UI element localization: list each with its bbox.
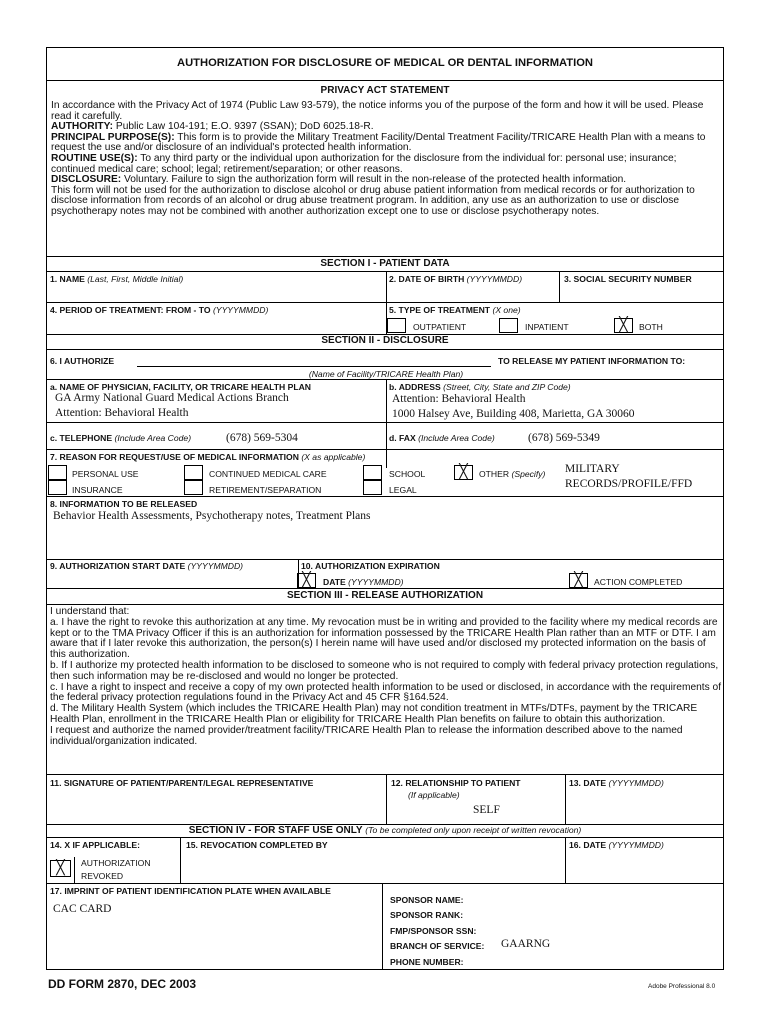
expiration-date-checkbox[interactable]: ╳ [297,573,316,588]
authorize-label: 6. I AUTHORIZE [50,356,115,366]
divider [47,559,723,560]
fax-hint: (Include Area Code) [418,433,495,443]
routine-text: To any third party or the individual upon authorization for the disclosure from the individual for: personal use; insurance; continued medical care; school; legal; retirement/separation; or other reasons. [51,152,677,175]
revocation-label: 15. REVOCATION COMPLETED BY [186,840,328,850]
address-label [389,382,571,392]
release-paragraph: I understand that: [50,606,130,617]
divider [386,379,387,468]
legal-label: LEGAL [389,485,417,495]
routine-label: ROUTINE USE(S): [51,152,138,164]
name-hint: (Last, First, Middle Initial) [87,274,184,284]
outpatient-label: OUTPATIENT [413,322,467,332]
divider [47,302,723,303]
name-label-text: 1. NAME [50,274,85,284]
period-hint: (YYYYMMDD) [212,305,269,315]
reason-label-text: 7. REASON FOR REQUEST/USE OF MEDICAL INFORMATION [50,452,299,462]
period-label-text: 4. PERIOD OF TREATMENT: FROM - TO [50,305,211,315]
expiration-label: 10. AUTHORIZATION EXPIRATION [301,561,440,571]
divider [47,80,723,81]
branch-label: BRANCH OF SERVICE: [390,941,485,951]
info-value[interactable]: Behavior Health Assessments, Psychotherapy notes, Treatment Plans [53,510,371,522]
divider [47,256,723,257]
outpatient-checkbox[interactable] [387,318,406,333]
insurance-label: INSURANCE [72,485,123,495]
fax-label [389,433,495,443]
privacy-purpose [51,133,719,154]
divider [47,604,723,605]
purpose-text: This form is to provide the Military Treatment Facility/Dental Treatment Facility/TRICARE Health Plan with a means to request the use and/or disclosure of an individual's protected health information. [51,131,706,154]
dob-hint: (YYYYMMDD) [466,274,523,284]
revoked-label-line2: REVOKED [81,871,124,881]
divider [565,837,566,883]
period-label [50,305,268,315]
purpose-label: PRINCIPAL PURPOSE(S): [51,131,175,143]
medical-disclosure-form [46,47,724,970]
authority-text: Public Law 104-191; E.O. 9397 (SSAN); DoD 6025.18-R. [113,121,374,133]
address-hint: (Street, City, State and ZIP Code) [443,382,571,392]
address-value-line1[interactable]: Attention: Behavioral Health [392,393,526,405]
privacy-routine [51,154,719,175]
reason-hint: (X as applicable) [301,452,366,462]
divider [386,271,387,302]
other-label [479,469,545,479]
section4-heading-text: SECTION IV - FOR STAFF USE ONLY [188,825,363,836]
other-checkbox[interactable]: ╳ [454,465,473,480]
form-id: DD FORM 2870, DEC 2003 [48,977,197,991]
phone-hint: (Include Area Code) [114,433,192,443]
dob-label-text: 2. DATE OF BIRTH [389,274,465,284]
divider [47,883,723,884]
both-checkbox[interactable]: ╳ [614,318,633,333]
facility-name-line[interactable] [137,366,491,367]
other-value-line1[interactable]: MILITARY [565,463,620,475]
divider [47,422,723,423]
relationship-value[interactable]: SELF [473,804,500,816]
authority-label: AUTHORITY: [51,121,114,133]
section3-heading: SECTION III - RELEASE AUTHORIZATION [286,590,484,601]
fax-value[interactable]: (678) 569-5349 [528,432,600,444]
authorization-revoked-checkbox[interactable]: ╳ [50,860,71,877]
release-paragraph: d. The Military Health System (which includes the TRICARE Health Plan) may not condition treatment in MTFs/DTFs, payment by the TRICARE Health Plan, enrollment in the TRICARE Health Plan or eligibility for TRICARE Health Plan benefits on failure to obtain this authorization. [50,703,698,725]
other-value-line2[interactable]: RECORDS/PROFILE/FFD [565,478,693,490]
section4-heading [47,824,723,837]
disclosure-text: Voluntary. Failure to sign the authorization form will result in the non-release of the protected health information. [121,174,627,186]
continued-care-label: CONTINUED MEDICAL CARE [209,469,327,479]
expiration-date-hint: (YYYYMMDD) [348,577,404,587]
facility-caption: (Name of Facility/TRICARE Health Plan) [308,369,464,379]
address-label-text: b. ADDRESS [389,382,441,392]
release-authorization-text [50,607,722,747]
start-date-label-text: 9. AUTHORIZATION START DATE [50,561,186,571]
divider [47,349,723,350]
name-label [50,274,183,284]
relationship-hint: (If applicable) [408,790,460,800]
inpatient-checkbox[interactable] [499,318,518,333]
action-completed-label: ACTION COMPLETED [594,577,683,587]
sponsor-name-label: SPONSOR NAME: [390,895,464,905]
branch-value[interactable]: GAARNG [501,938,551,950]
revoked-label-line1: AUTHORIZATION [81,858,151,868]
divider [565,774,566,824]
section4-heading-hint: (To be completed only upon receipt of written revocation) [365,825,582,835]
phone-value[interactable]: (678) 569-5304 [226,432,298,444]
divider [74,857,75,883]
dob-label [389,274,522,284]
personal-use-label: PERSONAL USE [72,469,139,479]
privacy-intro: In accordance with the Privacy Act of 1974 (Public Law 93-579), the notice informs you of the purpose of the form and how it will be used. Please read it carefully. [51,100,704,122]
disclosure-label: DISCLOSURE: [51,174,122,186]
sponsor-rank-label: SPONSOR RANK: [390,910,464,920]
software-note: Adobe Professional 8.0 [648,983,716,990]
fax-label-text: d. FAX [389,433,416,443]
signature-date-hint: (YYYYMMDD) [608,778,664,788]
release-label: TO RELEASE MY PATIENT INFORMATION TO: [498,356,686,366]
ssn-label: 3. SOCIAL SECURITY NUMBER [564,274,692,284]
release-paragraph: a. I have the right to revoke this authorization at any time. My revocation must be in writing and provided to the facility where my medical records are kept or to the TMA Privacy Officer if this is an authorization for information possessed by the TRICARE Health Plan rather than an MTF or DTF. I am aware that if I later revoke this authorization, the person(s) I herein name will have used and/or disclosed my protected information on the basis of this authorization. [50,616,718,661]
phone-label-text: c. TELEPHONE [50,433,113,443]
divider [47,496,723,497]
legal-checkbox[interactable] [363,480,382,495]
revocation-date-label [569,840,664,850]
start-date-label [50,561,243,571]
privacy-closing: This form will not be used for the authorization to disclose alcohol or drug abuse patient information from medical records or for authorization to disclose information from records of an alcohol or drug abuse treatment program. In addition, any use as an authorization to use or disclose psychotherapy notes may not be combined with another authorization except one to use or disclose psychotherapy notes. [51,184,695,217]
school-checkbox[interactable] [363,465,382,480]
divider [47,379,723,380]
imprint-value[interactable]: CAC CARD [53,903,112,915]
revocation-date-label-text: 16. DATE [569,840,607,850]
release-paragraph: c. I have a right to inspect and receive a copy of my own protected health information to be used or disclosed, in accordance with the requirements of the federal privacy protection regulations found in the Privacy Act and 45 CFR §164.524. [50,681,722,704]
inpatient-label: INPATIENT [525,322,569,332]
type-hint: (X one) [492,305,521,315]
x-applicable-label: 14. X IF APPLICABLE: [50,840,140,850]
divider [559,271,560,302]
divider [180,837,181,883]
expiration-date-label [323,577,404,587]
both-label: BOTH [639,322,663,332]
release-paragraph: I request and authorize the named provider/treatment facility/TRICARE Health Plan to release the information described above to the named individual/organization indicated. [50,724,683,747]
divider [386,774,387,824]
divider [47,449,723,450]
expiration-date-label-text: DATE [323,577,346,587]
reason-label [50,452,365,462]
start-date-hint: (YYYYMMDD) [187,561,244,571]
physician-label: a. NAME OF PHYSICIAN, FACILITY, OR TRICARE HEALTH PLAN [50,382,312,392]
continued-care-checkbox[interactable] [184,465,203,480]
form-title: AUTHORIZATION FOR DISCLOSURE OF MEDICAL OR DENTAL INFORMATION [177,57,593,69]
other-hint: (Specify) [511,469,546,479]
signature-date-label [569,778,664,788]
address-value-line2[interactable]: 1000 Halsey Ave, Building 408, Marietta, GA 30060 [392,408,635,420]
type-label [389,305,521,315]
revocation-date-hint: (YYYYMMDD) [608,840,664,850]
signature-date-label-text: 13. DATE [569,778,607,788]
action-completed-checkbox[interactable]: ╳ [569,573,588,588]
divider [47,837,723,838]
school-label: SCHOOL [389,469,426,479]
privacy-statement [51,101,719,218]
physician-value-line2[interactable]: Attention: Behavioral Health [55,407,189,419]
section1-heading: SECTION I - PATIENT DATA [320,258,450,269]
personal-use-checkbox[interactable] [48,465,67,480]
info-label: 8. INFORMATION TO BE RELEASED [50,499,198,509]
phone-label [50,433,191,443]
phone-number-label: PHONE NUMBER: [390,957,464,967]
divider [47,774,723,775]
signature-label: 11. SIGNATURE OF PATIENT/PARENT/LEGAL REPRESENTATIVE [50,778,314,788]
relationship-label: 12. RELATIONSHIP TO PATIENT [391,778,521,788]
insurance-checkbox[interactable] [48,480,67,495]
type-label-text: 5. TYPE OF TREATMENT [389,305,491,315]
imprint-label: 17. IMPRINT OF PATIENT IDENTIFICATION PLATE WHEN AVAILABLE [50,886,331,896]
fmp-ssn-label: FMP/SPONSOR SSN: [390,926,477,936]
retirement-checkbox[interactable] [184,480,203,495]
physician-value-line1[interactable]: GA Army National Guard Medical Actions Branch [55,392,289,404]
privacy-heading: PRIVACY ACT STATEMENT [320,85,450,96]
divider [382,883,383,970]
divider [47,588,723,589]
divider [47,271,723,272]
release-paragraph: b. If I authorize my protected health information to be disclosed to someone who is not required to comply with federal privacy protection regulations, then such information may be re-disclosed and would no longer be protected. [50,659,719,682]
other-label-text: OTHER [479,469,510,479]
retirement-label: RETIREMENT/SEPARATION [209,485,322,495]
section2-heading: SECTION II - DISCLOSURE [321,335,449,346]
